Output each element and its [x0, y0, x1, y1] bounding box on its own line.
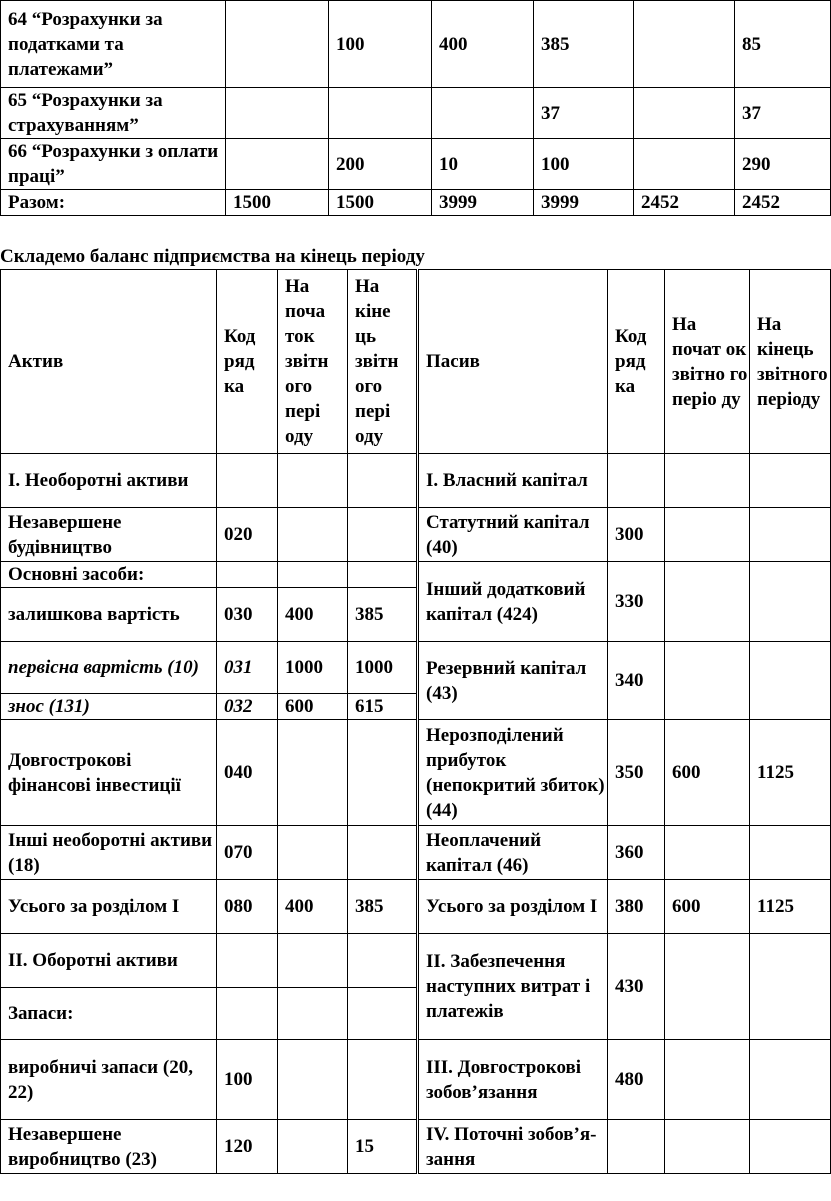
account-name: 66 “Розрахунки з оплати праці”	[1, 139, 226, 190]
liability-start: 600	[665, 880, 750, 934]
asset-label: Незавершене будівництво	[1, 508, 217, 562]
table-row	[1, 934, 831, 988]
balance-sheet-table	[0, 269, 831, 1174]
liability-end	[750, 1120, 831, 1174]
asset-code: 040	[217, 720, 278, 826]
header-end: На кіне ць звітн ого пері оду	[348, 270, 418, 454]
liability-code: 340	[608, 642, 665, 720]
totals-label: Разом:	[1, 190, 226, 216]
asset-end	[348, 454, 418, 508]
asset-code	[217, 562, 278, 588]
table-row	[1, 139, 831, 190]
header-liability: Пасив	[418, 270, 608, 454]
liability-label: Усього за розділом I	[418, 880, 608, 934]
header-code-2: Код ряд ка	[608, 270, 665, 454]
cell: 3999	[534, 190, 634, 216]
asset-label: I. Необоротні активи	[1, 454, 217, 508]
table-row	[1, 88, 831, 139]
asset-end: 615	[348, 694, 418, 720]
table-row	[1, 508, 831, 562]
liability-end: 1125	[750, 720, 831, 826]
asset-label: знос (131)	[1, 694, 217, 720]
asset-code	[217, 934, 278, 988]
section-title: Складемо баланс підприємства на кінець періоду	[0, 246, 425, 267]
liability-code	[608, 454, 665, 508]
asset-label: Інші необоротні активи (18)	[1, 826, 217, 880]
table-row	[1, 562, 831, 588]
asset-start: 600	[278, 694, 348, 720]
liability-code	[608, 1120, 665, 1174]
liability-label: I. Власний капітал	[418, 454, 608, 508]
asset-start: 400	[278, 588, 348, 642]
asset-code: 032	[217, 694, 278, 720]
asset-start	[278, 720, 348, 826]
liability-label: Резервний капітал (43)	[418, 642, 608, 720]
asset-start	[278, 988, 348, 1040]
asset-end	[348, 720, 418, 826]
asset-end	[348, 826, 418, 880]
liability-end	[750, 642, 831, 720]
liability-end: 1125	[750, 880, 831, 934]
header-code: Код ряд ка	[217, 270, 278, 454]
cell: 3999	[432, 190, 534, 216]
asset-end	[348, 934, 418, 988]
liability-start	[665, 1040, 750, 1120]
liability-end	[750, 934, 831, 1040]
asset-start	[278, 1040, 348, 1120]
asset-end: 385	[348, 880, 418, 934]
liability-end	[750, 826, 831, 880]
cell: 2452	[735, 190, 831, 216]
asset-label: залишкова вартість	[1, 588, 217, 642]
asset-end	[348, 508, 418, 562]
asset-code: 031	[217, 642, 278, 694]
liability-start	[665, 826, 750, 880]
asset-code: 070	[217, 826, 278, 880]
cell: 400	[432, 1, 534, 88]
cell: 290	[735, 139, 831, 190]
liability-start	[665, 642, 750, 720]
cell	[226, 1, 329, 88]
asset-code	[217, 454, 278, 508]
cell: 100	[534, 139, 634, 190]
header-asset: Актив	[1, 270, 217, 454]
asset-start: 400	[278, 880, 348, 934]
cell: 10	[432, 139, 534, 190]
accounts-summary-table	[0, 0, 831, 216]
header-start-2: На почат ок звітно го періо ду	[665, 270, 750, 454]
cell: 37	[534, 88, 634, 139]
asset-code: 030	[217, 588, 278, 642]
asset-code: 100	[217, 1040, 278, 1120]
account-name: 64 “Розрахунки за податками та платежами”	[1, 1, 226, 88]
header-row	[1, 270, 831, 454]
liability-start	[665, 454, 750, 508]
asset-code: 020	[217, 508, 278, 562]
liability-label: IV. Поточні зобов’я-зання	[418, 1120, 608, 1174]
asset-end: 15	[348, 1120, 418, 1174]
liability-label: Неоплачений капітал (46)	[418, 826, 608, 880]
liability-code: 350	[608, 720, 665, 826]
asset-end: 385	[348, 588, 418, 642]
liability-end	[750, 562, 831, 642]
liability-start	[665, 1120, 750, 1174]
asset-label: Незавершене виробництво (23)	[1, 1120, 217, 1174]
asset-code: 120	[217, 1120, 278, 1174]
asset-start: 1000	[278, 642, 348, 694]
cell: 85	[735, 1, 831, 88]
liability-code: 380	[608, 880, 665, 934]
asset-label: Запаси:	[1, 988, 217, 1040]
asset-end	[348, 988, 418, 1040]
table-row	[1, 720, 831, 826]
asset-start	[278, 508, 348, 562]
table-row	[1, 1040, 831, 1120]
totals-row	[1, 190, 831, 216]
asset-start	[278, 1120, 348, 1174]
table-row	[1, 880, 831, 934]
liability-start	[665, 562, 750, 642]
cell	[634, 88, 735, 139]
asset-code	[217, 988, 278, 1040]
cell: 100	[329, 1, 432, 88]
asset-end: 1000	[348, 642, 418, 694]
liability-end	[750, 1040, 831, 1120]
account-name: 65 “Розрахунки за страхуванням”	[1, 88, 226, 139]
liability-code: 360	[608, 826, 665, 880]
cell	[226, 88, 329, 139]
asset-label: Основні засоби:	[1, 562, 217, 588]
table-row	[1, 1120, 831, 1174]
asset-start	[278, 934, 348, 988]
table-row	[1, 454, 831, 508]
asset-code: 080	[217, 880, 278, 934]
table-row	[1, 1, 831, 88]
cell: 200	[329, 139, 432, 190]
liability-end	[750, 454, 831, 508]
liability-code: 300	[608, 508, 665, 562]
asset-label: Усього за розділом I	[1, 880, 217, 934]
asset-label: первісна вартість (10)	[1, 642, 217, 694]
cell: 37	[735, 88, 831, 139]
liability-label: Інший додатковий капітал (424)	[418, 562, 608, 642]
asset-start	[278, 454, 348, 508]
liability-label: III. Довгострокові зобов’язання	[418, 1040, 608, 1120]
liability-code: 430	[608, 934, 665, 1040]
header-end-2: На кінець звітного періоду	[750, 270, 831, 454]
asset-label: виробничі запаси (20, 22)	[1, 1040, 217, 1120]
asset-label: II. Оборотні активи	[1, 934, 217, 988]
liability-label: Нерозподілений прибуток (непокритий збиток) (44)	[418, 720, 608, 826]
cell: 1500	[226, 190, 329, 216]
cell: 385	[534, 1, 634, 88]
cell	[432, 88, 534, 139]
cell: 2452	[634, 190, 735, 216]
asset-label: Довгострокові фінансові інвестиції	[1, 720, 217, 826]
liability-start: 600	[665, 720, 750, 826]
cell: 1500	[329, 190, 432, 216]
cell	[329, 88, 432, 139]
liability-start	[665, 934, 750, 1040]
asset-start	[278, 826, 348, 880]
liability-code: 330	[608, 562, 665, 642]
liability-label: II. Забезпечення наступних витрат і платежів	[418, 934, 608, 1040]
liability-start	[665, 508, 750, 562]
liability-code: 480	[608, 1040, 665, 1120]
liability-end	[750, 508, 831, 562]
asset-end	[348, 562, 418, 588]
table-row	[1, 642, 831, 694]
asset-end	[348, 1040, 418, 1120]
cell	[226, 139, 329, 190]
asset-start	[278, 562, 348, 588]
liability-label: Статутний капітал (40)	[418, 508, 608, 562]
cell	[634, 139, 735, 190]
header-start: На поча ток звітн ого пері оду	[278, 270, 348, 454]
table-row	[1, 826, 831, 880]
cell	[634, 1, 735, 88]
